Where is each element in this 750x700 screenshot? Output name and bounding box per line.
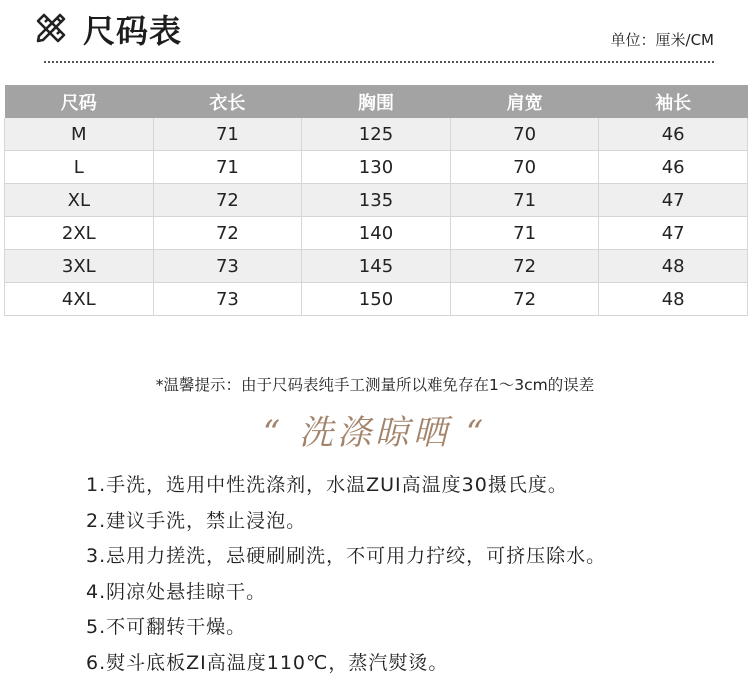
list-item: 4.阴凉处悬挂晾干。 [86,580,267,603]
dotted-divider [44,61,714,63]
table-cell: 72 [153,184,302,217]
table-cell: 70 [450,118,599,151]
table-row [5,283,748,316]
table-cell: 130 [302,151,451,184]
table-cell: 4XL [5,283,154,316]
table-cell: 73 [153,283,302,316]
table-cell: 48 [599,283,748,316]
table-cell: XL [5,184,154,217]
table-cell: 73 [153,250,302,283]
table-cell: 46 [599,151,748,184]
unit-label: 单位：厘米/CM [610,31,714,49]
table-cell: 71 [450,217,599,250]
table-cell: 72 [450,283,599,316]
table-cell: 135 [302,184,451,217]
table-cell: 71 [153,118,302,151]
page-title: 尺码表 [83,12,183,50]
table-cell: 140 [302,217,451,250]
list-item: 6.熨斗底板ZI高温度110℃，蒸汽熨烫。 [86,651,449,674]
list-item: 2.建议手洗，禁止浸泡。 [86,509,307,532]
ruler-pencil-icon [34,11,68,45]
table-cell: 2XL [5,217,154,250]
table-cell: 71 [153,151,302,184]
list-item: 3.忌用力搓洗，忌硬刷刷洗，不可用力拧绞，可挤压除水。 [86,545,607,567]
column-header: 胸围 [302,85,451,118]
column-header: 尺码 [5,85,154,118]
table-cell: 72 [450,250,599,283]
list-item: 1.手洗，选用中性洗涤剂，水温ZUI高温度30摄氏度。 [86,474,568,496]
table-cell: 125 [302,118,451,151]
table-cell: 145 [302,250,451,283]
table-cell: 150 [302,283,451,316]
table-header-row [5,85,748,118]
table-cell: L [5,151,154,184]
column-header: 肩宽 [450,85,599,118]
table-cell: 46 [599,118,748,151]
table-cell: 48 [599,250,748,283]
table-cell: 70 [450,151,599,184]
wash-instructions-list [86,470,606,683]
column-header: 衣长 [153,85,302,118]
table-cell: M [5,118,154,151]
table-cell: 72 [153,217,302,250]
table-row [5,217,748,250]
table-row [5,184,748,217]
table-cell: 47 [599,184,748,217]
measurement-tip: *温馨提示：由于尺码表纯手工测量所以难免存在1～3cm的误差 [155,376,595,394]
table-row [5,118,748,151]
table-cell: 71 [450,184,599,217]
table-row [5,250,748,283]
wash-section-title: “ 洗涤晾晒 “ [262,413,488,453]
table-row [5,151,748,184]
table-cell: 47 [599,217,748,250]
table-cell: 3XL [5,250,154,283]
list-item: 5.不可翻转干燥。 [86,616,247,638]
column-header: 袖长 [599,85,748,118]
size-table [4,85,748,316]
